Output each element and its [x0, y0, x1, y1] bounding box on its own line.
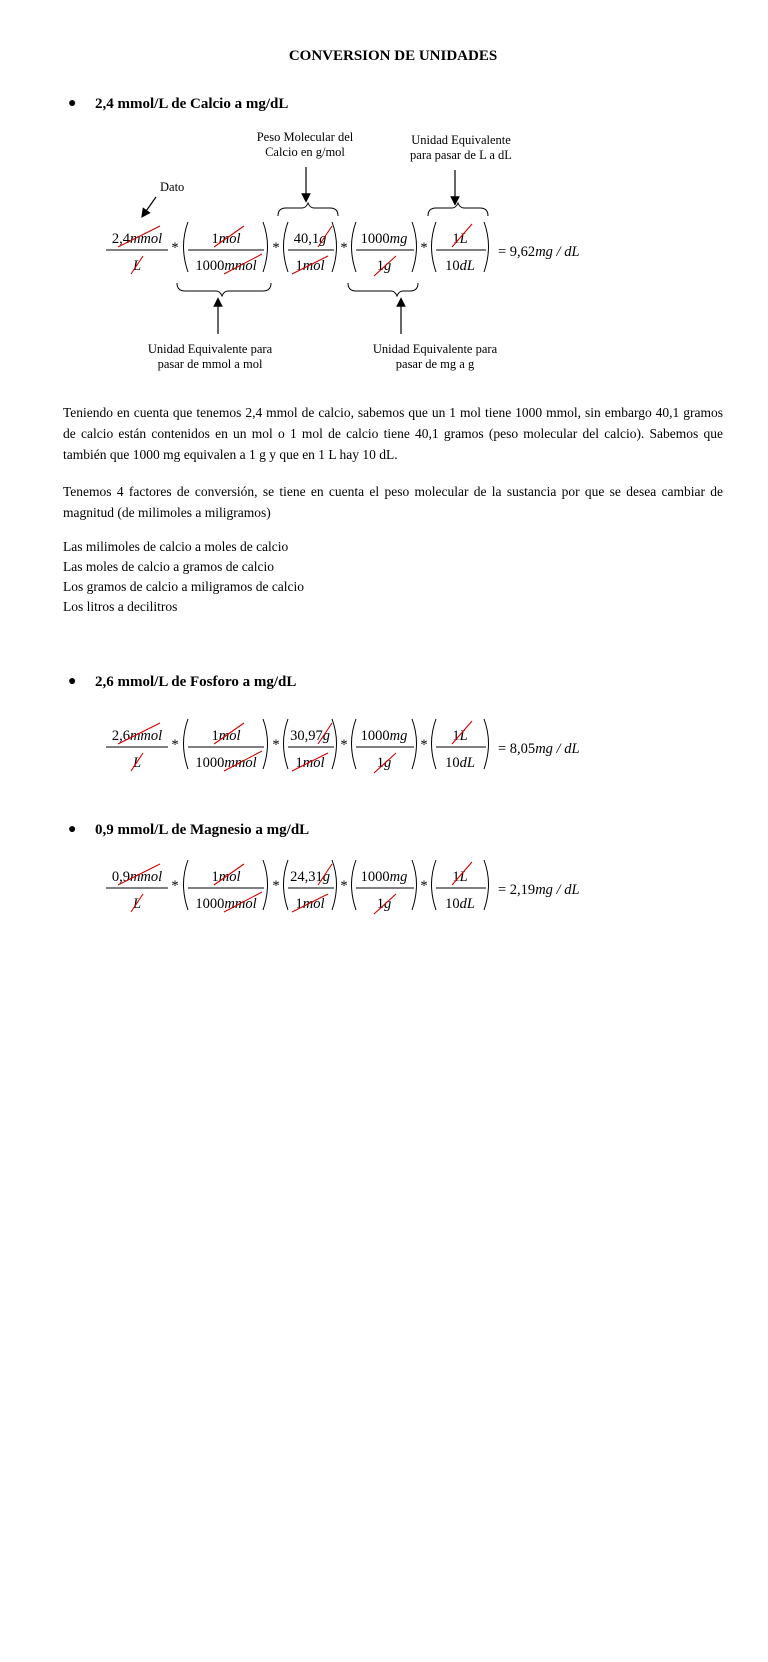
dato-denominator: L: [132, 755, 142, 771]
dato-denominator: L: [132, 258, 142, 274]
mg-numerator: 1000mg: [360, 728, 408, 744]
section-heading-fosforo: [68, 674, 297, 691]
times-sign: *: [272, 878, 280, 894]
bullet-icon: ●: [68, 822, 77, 837]
unidad-mg-g-label-line1: Unidad Equivalente para: [372, 342, 498, 356]
page-title: CONVERSION DE UNIDADES: [288, 48, 498, 64]
paren-open: [352, 860, 357, 910]
result-value: = 2,19mg / dL: [498, 882, 580, 898]
times-sign: *: [420, 737, 428, 753]
paren-open: [432, 222, 437, 272]
molar-mass-numerator: 40,1g: [293, 231, 327, 247]
dato-numerator: 0,9mmol: [111, 869, 163, 885]
paren-close: [484, 860, 489, 910]
paren-close: [412, 222, 417, 272]
step-item: Los litros a decilitros: [63, 599, 178, 614]
result-value: = 8,05mg / dL: [498, 741, 580, 757]
mol-denominator: 1mol: [295, 755, 325, 771]
mol-numerator: 1mol: [211, 231, 241, 247]
dato-denominator: L: [132, 896, 142, 912]
times-sign: *: [272, 737, 280, 753]
times-sign: *: [171, 737, 179, 753]
paren-open: [184, 860, 189, 910]
section-heading-text: 0,9 mmol/L de Magnesio a mg/dL: [95, 822, 310, 838]
unidad-mg-g-label-line2: pasar de mg a g: [395, 357, 475, 371]
mmol-denominator: 1000mmol: [195, 896, 257, 912]
times-sign: *: [420, 878, 428, 894]
dl-denominator: 10dL: [445, 258, 475, 274]
mmol-denominator: 1000mmol: [195, 258, 257, 274]
dato-numerator: 2,4mmol: [111, 231, 163, 247]
g-denominator: 1g: [376, 896, 392, 912]
result-value: = 9,62mg / dL: [498, 244, 580, 260]
bullet-icon: ●: [68, 674, 77, 689]
paren-close: [332, 860, 337, 910]
paren-close: [332, 222, 337, 272]
g-denominator: 1g: [376, 258, 392, 274]
section-heading-text: 2,4 mmol/L de Calcio a mg/dL: [95, 96, 289, 112]
bullet-icon: ●: [68, 96, 77, 111]
mol-denominator: 1mol: [295, 258, 325, 274]
times-sign: *: [171, 878, 179, 894]
paren-open: [352, 222, 357, 272]
step-item: Los gramos de calcio a miligramos de calcio: [63, 579, 305, 594]
dato-numerator: 2,6mmol: [111, 728, 163, 744]
step-item: Las moles de calcio a gramos de calcio: [63, 559, 275, 574]
mol-numerator: 1mol: [211, 728, 241, 744]
paren-open: [432, 860, 437, 910]
molar-mass-numerator: 30,97g: [290, 728, 330, 744]
l-numerator: 1L: [452, 231, 468, 247]
paren-close: [263, 222, 268, 272]
unidad-mmol-mol-label-line2: pasar de mmol a mol: [157, 357, 263, 371]
mmol-denominator: 1000mmol: [195, 755, 257, 771]
unidad-l-dl-label-line2: para pasar de L a dL: [410, 148, 512, 162]
l-numerator: 1L: [452, 728, 468, 744]
times-sign: *: [340, 240, 348, 256]
times-sign: *: [340, 878, 348, 894]
mol-denominator: 1mol: [295, 896, 325, 912]
paren-close: [484, 222, 489, 272]
dato-label: Dato: [160, 180, 185, 194]
g-denominator: 1g: [376, 755, 392, 771]
peso-molecular-label-line1: Peso Molecular del: [256, 130, 354, 144]
dl-denominator: 10dL: [445, 755, 475, 771]
paren-open: [284, 860, 289, 910]
step-item: Las milimoles de calcio a moles de calcio: [63, 539, 289, 554]
paren-open: [284, 222, 289, 272]
mol-numerator: 1mol: [211, 869, 241, 885]
times-sign: *: [340, 737, 348, 753]
l-numerator: 1L: [452, 869, 468, 885]
times-sign: *: [272, 240, 280, 256]
paragraph-factores: Tenemos 4 factores de conversión, se tiene en cuenta el peso molecular de la sustancia por que se desea cambiar de magnitud (de milimoles a miligramos): [63, 484, 723, 520]
dl-denominator: 10dL: [445, 896, 475, 912]
equation-magnesio: [0, 638, 768, 1662]
section-heading-magnesio: [68, 822, 310, 839]
unidad-mmol-mol-label-line1: Unidad Equivalente para: [147, 342, 273, 356]
paren-close: [263, 860, 268, 910]
peso-molecular-label-line2: Calcio en g/mol: [265, 145, 345, 159]
paren-close: [412, 860, 417, 910]
mg-numerator: 1000mg: [360, 231, 408, 247]
unidad-l-dl-label-line1: Unidad Equivalente: [411, 133, 511, 147]
times-sign: *: [171, 240, 179, 256]
section-heading-text: 2,6 mmol/L de Fosforo a mg/dL: [95, 674, 297, 690]
mg-numerator: 1000mg: [360, 869, 408, 885]
paren-open: [184, 222, 189, 272]
times-sign: *: [420, 240, 428, 256]
molar-mass-numerator: 24,31g: [290, 869, 330, 885]
paragraph-explicacion: Teniendo en cuenta que tenemos 2,4 mmol de calcio, sabemos que un 1 mol tiene 1000 mmol, sin embargo 40,1 gramos de calcio están contenidos en un mol o 1 mol de calcio tiene 40,1 gramos (peso molecular del calcio). Sabemos que también que 1000 mg equivalen a 1 g y que en 1 L hay 10 dL.: [63, 405, 723, 462]
